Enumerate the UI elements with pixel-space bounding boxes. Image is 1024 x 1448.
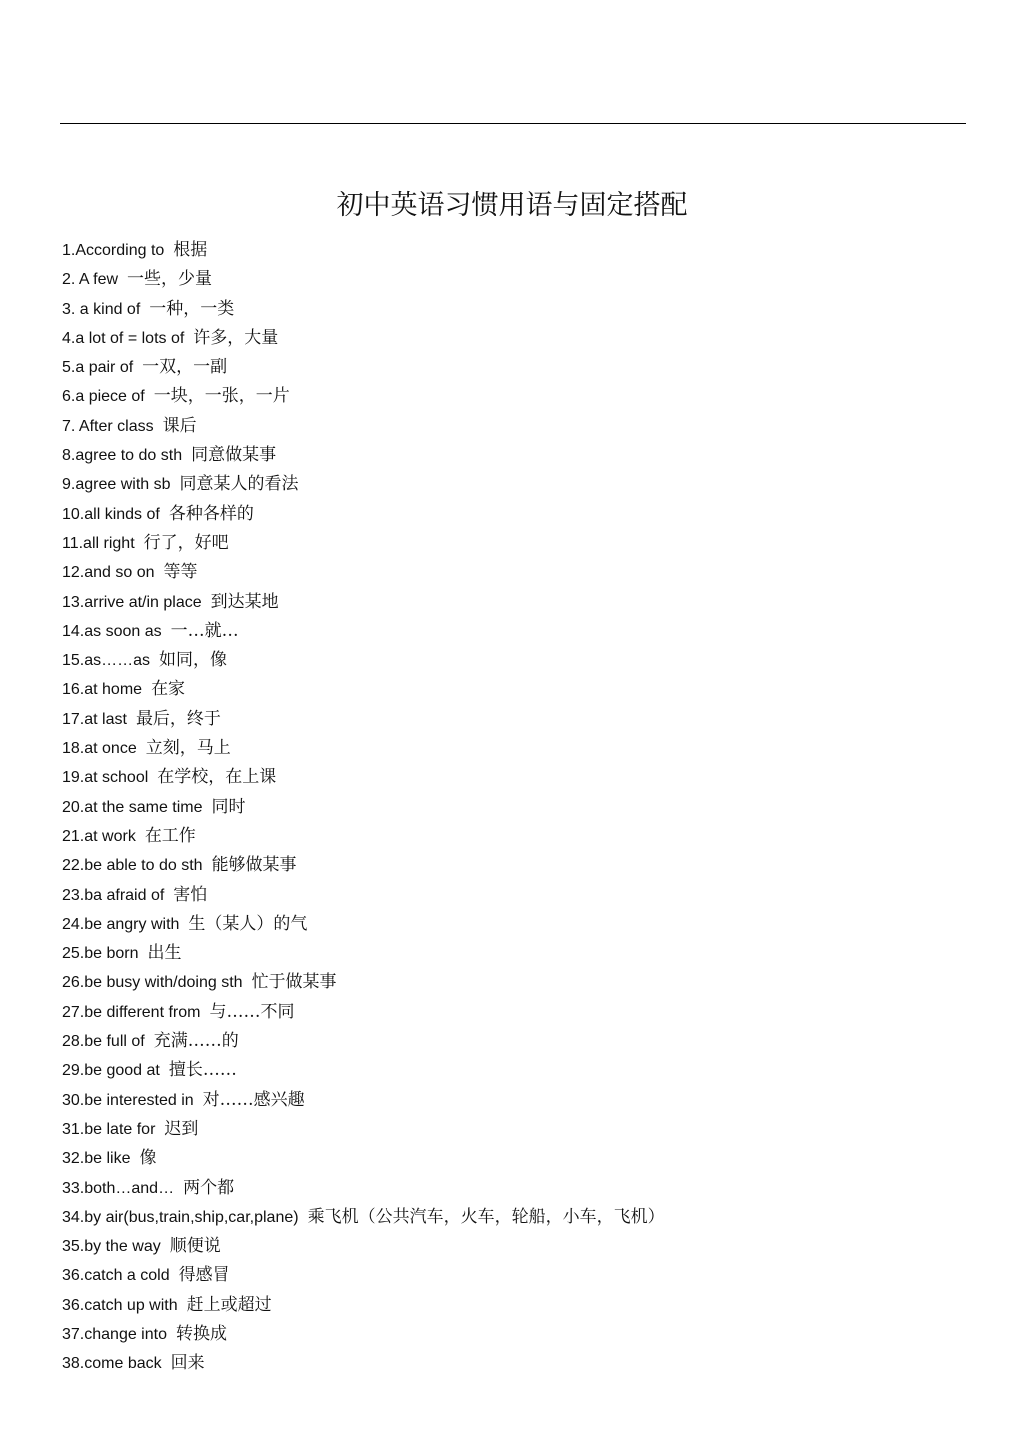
phrase-entry xyxy=(62,294,665,323)
phrase-entry xyxy=(62,674,665,703)
phrase-entry xyxy=(62,880,665,909)
phrase-entry xyxy=(62,1055,665,1084)
phrase-entry xyxy=(62,1348,665,1377)
phrase-entry xyxy=(62,1026,665,1055)
phrase-entry xyxy=(62,557,665,586)
phrase-entry xyxy=(62,850,665,879)
phrase-entry xyxy=(62,411,665,440)
phrase-chinese: 与……不同 xyxy=(209,1001,295,1022)
phrase-english: 36.catch up with xyxy=(62,1296,178,1314)
phrase-english: 17.at last xyxy=(62,710,127,728)
phrase-chinese: 害怕 xyxy=(173,884,208,905)
phrase-english: 25.be born xyxy=(62,945,139,963)
phrase-chinese: 如同，像 xyxy=(159,650,228,671)
phrase-chinese: 各种各样的 xyxy=(168,503,254,524)
phrase-entry xyxy=(62,997,665,1026)
phrase-english: 31.be late for xyxy=(62,1120,156,1138)
phrase-chinese: 同意做某事 xyxy=(191,445,277,466)
phrase-chinese: 得感冒 xyxy=(178,1265,230,1286)
phrase-english: 20.at the same time xyxy=(62,798,203,816)
phrase-entry xyxy=(62,792,665,821)
phrase-english: 30.be interested in xyxy=(62,1091,194,1109)
phrase-chinese: 擅长…… xyxy=(168,1060,237,1081)
phrase-english: 21.at work xyxy=(62,827,136,845)
phrase-entry xyxy=(62,1173,665,1202)
phrase-entry xyxy=(62,821,665,850)
phrase-english: 35.by the way xyxy=(62,1238,161,1256)
phrase-english: 5.a pair of xyxy=(62,359,134,377)
phrase-english: 26.be busy with/doing sth xyxy=(62,974,243,992)
phrase-english: 4.a lot of = lots of xyxy=(62,329,185,347)
phrase-english: 19.at school xyxy=(62,769,149,787)
phrase-chinese: 像 xyxy=(139,1148,157,1169)
phrase-chinese: 充满……的 xyxy=(153,1031,239,1052)
phrase-entry xyxy=(62,381,665,410)
phrase-english: 28.be full of xyxy=(62,1033,145,1051)
phrase-entry xyxy=(62,323,665,352)
phrase-chinese: 赶上或超过 xyxy=(186,1294,272,1315)
phrase-english: 14.as soon as xyxy=(62,622,162,640)
phrase-english: 9.agree with sb xyxy=(62,476,171,494)
phrase-chinese: 行了，好吧 xyxy=(143,532,229,553)
phrase-entry xyxy=(62,440,665,469)
phrase-english: 11.all right xyxy=(62,534,135,552)
phrase-entry xyxy=(62,1260,665,1289)
phrase-chinese: 同意某人的看法 xyxy=(179,474,299,495)
phrase-entry xyxy=(62,1319,665,1348)
phrase-entry xyxy=(62,469,665,498)
phrase-english: 22.be able to do sth xyxy=(62,857,203,875)
phrase-english: 6.a piece of xyxy=(62,388,145,406)
phrase-english: 38.come back xyxy=(62,1355,162,1373)
phrase-chinese: 到达某地 xyxy=(210,591,279,612)
phrase-chinese: 一块，一张，一片 xyxy=(153,386,290,407)
phrase-chinese: 迟到 xyxy=(164,1118,199,1139)
phrase-entry xyxy=(62,938,665,967)
phrase-entry xyxy=(62,1202,665,1231)
phrase-entry xyxy=(62,1231,665,1260)
phrase-english: 15.as……as xyxy=(62,652,151,670)
phrase-english: 18.at once xyxy=(62,740,137,758)
phrase-english: 23.ba afraid of xyxy=(62,886,165,904)
phrase-chinese: 一种，一类 xyxy=(149,298,235,319)
phrase-entry xyxy=(62,1290,665,1319)
phrase-chinese: 等等 xyxy=(163,562,198,583)
phrase-entry xyxy=(62,587,665,616)
phrase-english: 37.change into xyxy=(62,1325,167,1343)
phrase-chinese: 忙于做某事 xyxy=(251,972,337,993)
phrase-english: 13.arrive at/in place xyxy=(62,593,202,611)
phrase-entry xyxy=(62,352,665,381)
phrase-chinese: 课后 xyxy=(162,415,197,436)
phrase-entry xyxy=(62,909,665,938)
phrase-entry xyxy=(62,499,665,528)
phrase-list xyxy=(62,235,665,1378)
phrase-entry xyxy=(62,733,665,762)
phrase-entry xyxy=(62,264,665,293)
phrase-english: 27.be different from xyxy=(62,1003,201,1021)
phrase-chinese: 转换成 xyxy=(175,1323,227,1344)
phrase-entry xyxy=(62,528,665,557)
phrase-chinese: 出生 xyxy=(147,943,182,964)
header-divider xyxy=(60,123,966,124)
phrase-english: 10.all kinds of xyxy=(62,505,160,523)
phrase-chinese: 在学校，在上课 xyxy=(157,767,277,788)
phrase-english: 33.both…and… xyxy=(62,1179,175,1197)
phrase-chinese: 一双，一副 xyxy=(142,357,228,378)
phrase-chinese: 最后，终于 xyxy=(135,708,221,729)
phrase-chinese: 许多，大量 xyxy=(193,327,279,348)
phrase-chinese: 生（某人）的气 xyxy=(188,913,308,934)
phrase-chinese: 同时 xyxy=(211,796,246,817)
phrase-chinese: 两个都 xyxy=(183,1177,235,1198)
phrase-entry xyxy=(62,616,665,645)
phrase-chinese: 在工作 xyxy=(144,825,196,846)
phrase-chinese: 在家 xyxy=(151,679,186,700)
document-title: 初中英语习惯用语与固定搭配 xyxy=(336,190,688,221)
phrase-english: 36.catch a cold xyxy=(62,1267,170,1285)
phrase-entry xyxy=(62,1114,665,1143)
phrase-chinese: 一…就… xyxy=(170,620,239,641)
phrase-chinese: 回来 xyxy=(170,1353,205,1374)
phrase-english: 32.be like xyxy=(62,1150,131,1168)
phrase-english: 12.and so on xyxy=(62,564,155,582)
phrase-chinese: 根据 xyxy=(173,240,208,260)
phrase-english: 29.be good at xyxy=(62,1062,160,1080)
phrase-english: 7. After class xyxy=(62,417,154,435)
phrase-entry xyxy=(62,1085,665,1114)
phrase-chinese: 乘飞机（公共汽车，火车，轮船，小车，飞机） xyxy=(307,1206,665,1227)
phrase-english: 1.According to xyxy=(62,242,165,259)
phrase-entry xyxy=(62,967,665,996)
phrase-english: 34.by air(bus,train,ship,car,plane) xyxy=(62,1208,299,1226)
phrase-chinese: 顺便说 xyxy=(169,1236,221,1257)
phrase-entry xyxy=(62,235,665,264)
phrase-chinese: 一些，少量 xyxy=(127,269,213,290)
phrase-entry xyxy=(62,704,665,733)
phrase-english: 8.agree to do sth xyxy=(62,447,183,465)
phrase-chinese: 对……感兴趣 xyxy=(202,1089,305,1110)
phrase-chinese: 能够做某事 xyxy=(211,855,297,876)
phrase-entry xyxy=(62,762,665,791)
phrase-english: 3. a kind of xyxy=(62,300,141,318)
phrase-english: 2. A few xyxy=(62,271,119,289)
phrase-entry xyxy=(62,645,665,674)
phrase-english: 16.at home xyxy=(62,681,143,699)
phrase-english: 24.be angry with xyxy=(62,915,180,933)
phrase-entry xyxy=(62,1143,665,1172)
phrase-chinese: 立刻，马上 xyxy=(145,738,231,759)
